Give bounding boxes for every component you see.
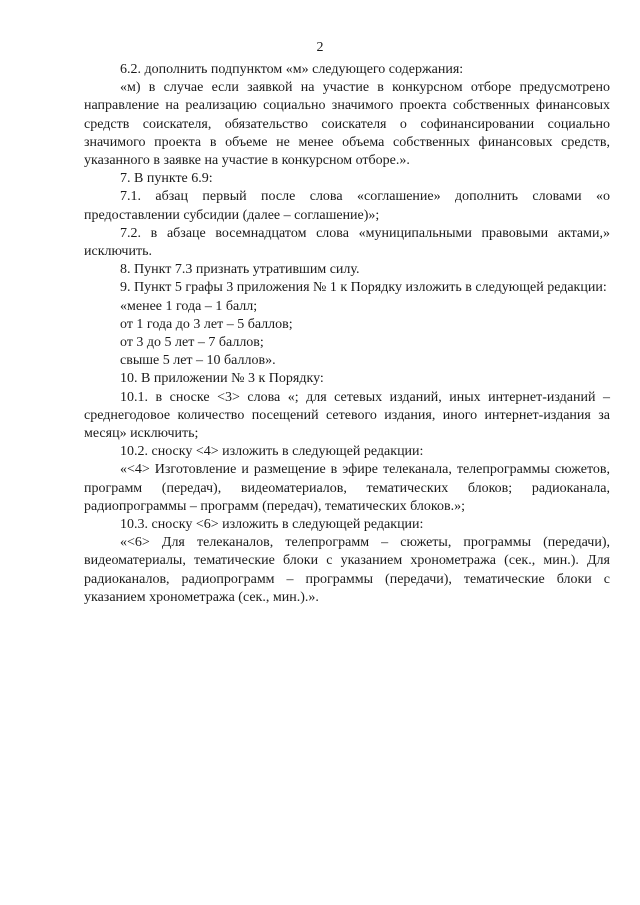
paragraph: «м) в случае если заявкой на участие в конкурсном отборе предусмотрено направление на реализацию социально значимого проекта собственных финансовых средств соискателя, обязательство соискателя о софинансировании социально значимого проекта в объеме не менее объема собственных финансовых средств, указанного в заявке на участие в конкурсном отборе.». xyxy=(84,80,610,169)
paragraph: 7. В пункте 6.9: xyxy=(120,171,213,187)
paragraph: «<6> Для телеканалов, телепрограмм – сюжеты, программы (передачи), видеоматериалы, тематические блоки с указанием хронометража (сек., мин.). Для радиоканалов, радиопрограмм – программы (передачи), тематические блоки с указанием хронометража (сек., мин.).». xyxy=(84,535,610,605)
list-line: от 3 до 5 лет – 7 баллов; xyxy=(120,335,264,351)
paragraph: 7.1. абзац первый после слова «соглашение» дополнить словами «о предоставлении субсидии (далее – соглашение)»; xyxy=(84,189,610,223)
list-line: от 1 года до 3 лет – 5 баллов; xyxy=(120,316,293,332)
paragraph: 6.2. дополнить подпунктом «м» следующего содержания: xyxy=(120,62,464,77)
page-number: 2 xyxy=(316,40,324,55)
paragraph: 10.3. сноску <6> изложить в следующей редакции: xyxy=(120,517,424,533)
list-line: «менее 1 года – 1 балл; xyxy=(120,298,258,314)
paragraph: 10. В приложении № 3 к Порядку: xyxy=(120,371,324,387)
paragraph: 10.2. сноску <4> изложить в следующей редакции: xyxy=(120,444,424,460)
paragraph: 7.2. в абзаце восемнадцатом слова «муниципальными правовыми актами,» исключить. xyxy=(84,225,610,260)
paragraph: 8. Пункт 7.3 признать утратившим силу. xyxy=(120,262,360,278)
list-line: свыше 5 лет – 10 баллов». xyxy=(120,353,276,369)
paragraph: «<4> Изготовление и размещение в эфире телеканала, телепрограммы сюжетов, программ (передач), видеоматериалов, тематических блоков; радиоканала, радиопрограммы – программ (передач), тематических блоков.»; xyxy=(84,462,610,514)
document-body xyxy=(84,61,610,607)
paragraph: 9. Пункт 5 графы 3 приложения № 1 к Порядку изложить в следующей редакции: xyxy=(120,280,607,296)
paragraph: 10.1. в сноске <3> слова «; для сетевых изданий, иных интернет-изданий – среднегодовое количество посещений сетевого издания, иного интернет-издания за месяц» исключить; xyxy=(84,389,610,442)
